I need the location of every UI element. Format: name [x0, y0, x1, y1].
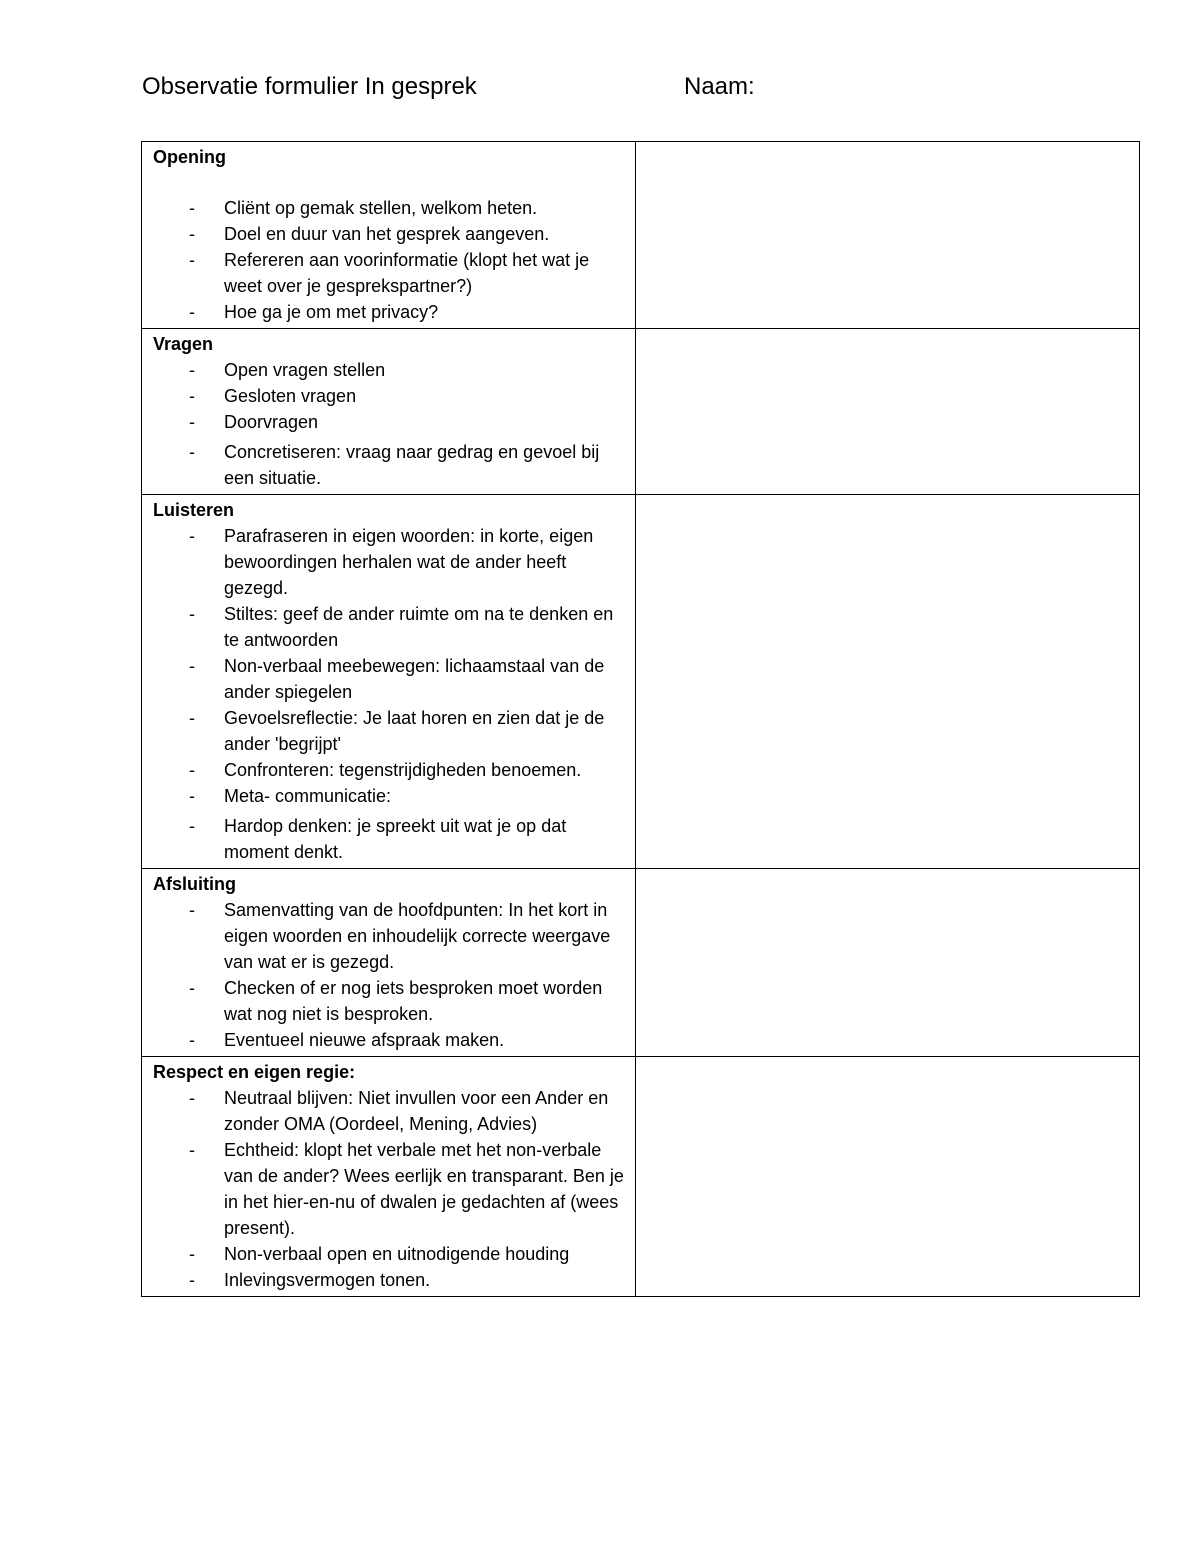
page-title: Observatie formulier In gesprek — [142, 73, 477, 100]
notes-cell-respect[interactable] — [636, 1057, 1140, 1297]
list-item — [153, 195, 625, 221]
bullet-dash: - — [189, 1270, 195, 1290]
list-item — [153, 757, 625, 783]
bullet-list-respect — [153, 1085, 625, 1293]
list-item-text: Meta- communicatie: — [224, 786, 392, 806]
list-item-text: Checken of er nog iets besproken moet worden wat nog niet is besproken. — [224, 978, 603, 1024]
list-item — [153, 523, 625, 601]
bullet-dash: - — [189, 526, 195, 546]
list-item-text: Doorvragen — [224, 412, 319, 432]
list-item — [153, 221, 625, 247]
bullet-dash: - — [189, 760, 195, 780]
section-title-respect: Respect en eigen regie: — [153, 1062, 356, 1082]
bullet-dash: - — [189, 786, 195, 806]
list-item-text: Parafraseren in eigen woorden: in korte, eigen bewoordingen herhalen wat de ander heeft gezegd. — [224, 526, 594, 598]
list-item — [153, 653, 625, 705]
table-row-respect — [142, 1057, 1140, 1297]
section-title-vragen: Vragen — [153, 334, 214, 354]
list-item — [153, 1027, 625, 1053]
list-item-text: Neutraal blijven: Niet invullen voor een Ander en zonder OMA (Oordeel, Mening, Advies) — [224, 1088, 609, 1134]
list-item — [153, 1085, 625, 1137]
bullet-dash: - — [189, 412, 195, 432]
criteria-cell-opening — [142, 142, 636, 329]
bullet-list-luisteren — [153, 523, 625, 865]
bullet-dash: - — [189, 302, 195, 322]
list-item-text: Refereren aan voorinformatie (klopt het wat je weet over je gesprekspartner?) — [224, 250, 590, 296]
bullet-dash: - — [189, 656, 195, 676]
table-row-vragen — [142, 329, 1140, 495]
bullet-list-afsluiting — [153, 897, 625, 1053]
list-item — [153, 439, 625, 491]
notes-cell-afsluiting[interactable] — [636, 869, 1140, 1057]
bullet-dash: - — [189, 360, 195, 380]
section-title-opening: Opening — [153, 147, 226, 167]
list-item-text: Echtheid: klopt het verbale met het non-verbale van de ander? Wees eerlijk en transparant. Ben je in het hier-en-nu of dwalen je gedachten af (wees present). — [224, 1140, 624, 1238]
bullet-dash: - — [189, 1140, 195, 1160]
list-item-text: Cliënt op gemak stellen, welkom heten. — [224, 198, 538, 218]
notes-cell-luisteren[interactable] — [636, 495, 1140, 869]
notes-cell-opening[interactable] — [636, 142, 1140, 329]
criteria-cell-luisteren — [142, 495, 636, 869]
list-item-text: Open vragen stellen — [224, 360, 386, 380]
bullet-dash: - — [189, 816, 195, 836]
table-row-opening — [142, 142, 1140, 329]
bullet-list-vragen — [153, 357, 625, 491]
list-item — [153, 813, 625, 865]
bullet-dash: - — [189, 1088, 195, 1108]
bullet-dash: - — [189, 604, 195, 624]
list-item-text: Hoe ga je om met privacy? — [224, 302, 439, 322]
list-item — [153, 383, 625, 409]
list-item — [153, 897, 625, 975]
list-item-text: Non-verbaal open en uitnodigende houding — [224, 1244, 570, 1264]
criteria-cell-respect — [142, 1057, 636, 1297]
list-item-text: Confronteren: tegenstrijdigheden benoemen. — [224, 760, 582, 780]
section-title-afsluiting: Afsluiting — [153, 874, 236, 894]
bullet-dash: - — [189, 250, 195, 270]
notes-cell-vragen[interactable] — [636, 329, 1140, 495]
criteria-cell-vragen — [142, 329, 636, 495]
list-item-text: Gesloten vragen — [224, 386, 357, 406]
section-title-luisteren: Luisteren — [153, 500, 235, 520]
list-item — [153, 247, 625, 299]
list-item-text: Samenvatting van de hoofdpunten: In het kort in eigen woorden en inhoudelijk correcte weergave van wat er is gezegd. — [224, 900, 611, 972]
list-item-text: Inlevingsvermogen tonen. — [224, 1270, 431, 1290]
list-item — [153, 299, 625, 325]
list-item — [153, 409, 625, 435]
list-item — [153, 1241, 625, 1267]
bullet-dash: - — [189, 1244, 195, 1264]
list-item-text: Non-verbaal meebewegen: lichaamstaal van de ander spiegelen — [224, 656, 605, 702]
list-item-text: Concretiseren: vraag naar gedrag en gevoel bij een situatie. — [224, 442, 600, 488]
bullet-dash: - — [189, 198, 195, 218]
bullet-dash: - — [189, 442, 195, 462]
list-item — [153, 705, 625, 757]
observation-table — [141, 141, 1140, 1297]
bullet-dash: - — [189, 1030, 195, 1050]
bullet-dash: - — [189, 224, 195, 244]
bullet-dash: - — [189, 386, 195, 406]
bullet-dash: - — [189, 978, 195, 998]
list-item-text: Gevoelsreflectie: Je laat horen en zien dat je de ander 'begrijpt' — [224, 708, 605, 754]
list-item-text: Doel en duur van het gesprek aangeven. — [224, 224, 550, 244]
name-label: Naam: — [684, 73, 755, 100]
list-item — [153, 1267, 625, 1293]
list-item — [153, 601, 625, 653]
list-item — [153, 975, 625, 1027]
list-item — [153, 783, 625, 809]
criteria-cell-afsluiting — [142, 869, 636, 1057]
list-item-text: Hardop denken: je spreekt uit wat je op dat moment denkt. — [224, 816, 567, 862]
bullet-dash: - — [189, 708, 195, 728]
bullet-dash: - — [189, 900, 195, 920]
table-row-afsluiting — [142, 869, 1140, 1057]
table-row-luisteren — [142, 495, 1140, 869]
list-item — [153, 1137, 625, 1241]
list-item — [153, 357, 625, 383]
list-item-text: Stiltes: geef de ander ruimte om na te denken en te antwoorden — [224, 604, 614, 650]
bullet-list-opening — [153, 195, 625, 325]
list-item-text: Eventueel nieuwe afspraak maken. — [224, 1030, 505, 1050]
